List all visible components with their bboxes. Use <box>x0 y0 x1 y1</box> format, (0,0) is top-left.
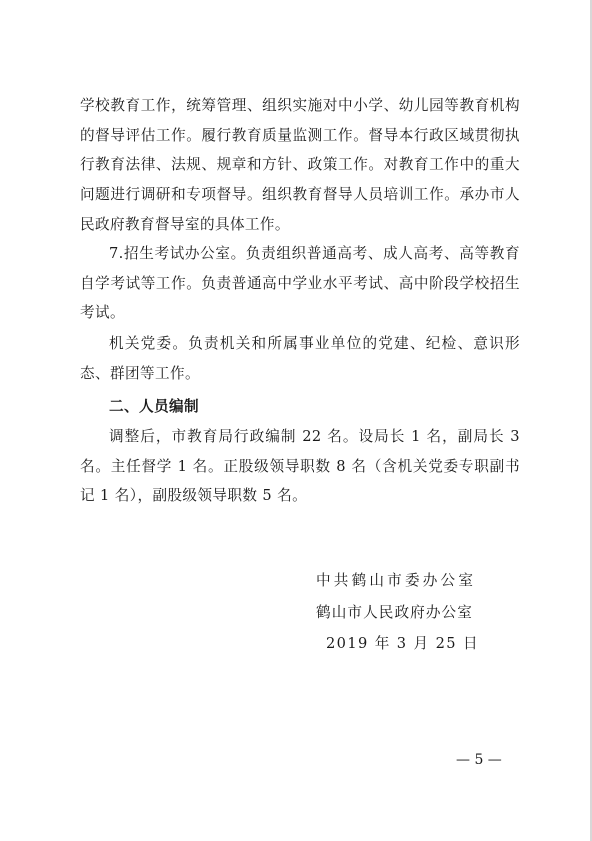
page-number: — 5 — <box>456 752 502 768</box>
paragraph-supervision-continued: 学校教育工作，统筹管理、组织实施对中小学、幼儿园等教育机构的督导评估工作。履行教育质量监测工作。督导本行政区域贯彻执行教育法律、法规、规章和方针、政策工作。对教育工作中的重大问题进行调研和专项督导。组织教育督导人员培训工作。承办市人民政府教育督导室的具体工作。 <box>80 97 520 233</box>
paragraph-exam-office: 7.招生考试办公室。负责组织普通高考、成人高考、高等教育自学考试等工作。负责普通高中学业水平考试、高中阶段学校招生考试。 <box>80 245 520 322</box>
issuer-party-office: 中共鹤山市委办公室 <box>316 572 477 589</box>
section-heading-staffing: 二、人员编制 <box>109 398 199 415</box>
paragraph-party-committee: 机关党委。负责机关和所属事业单位的党建、纪检、意识形态、群团等工作。 <box>80 335 520 382</box>
paragraph-staffing: 调整后，市教育局行政编制 22 名。设局长 1 名，副局长 3 名。主任督学 1 名。正股级领导职数 8 名（含机关党委专职副书记 1 名），副股级领导职数 5 名。 <box>80 428 520 505</box>
issue-date: 2019 年 3 月 25 日 <box>326 635 479 652</box>
issuer-government-office: 鹤山市人民政府办公室 <box>316 604 473 621</box>
